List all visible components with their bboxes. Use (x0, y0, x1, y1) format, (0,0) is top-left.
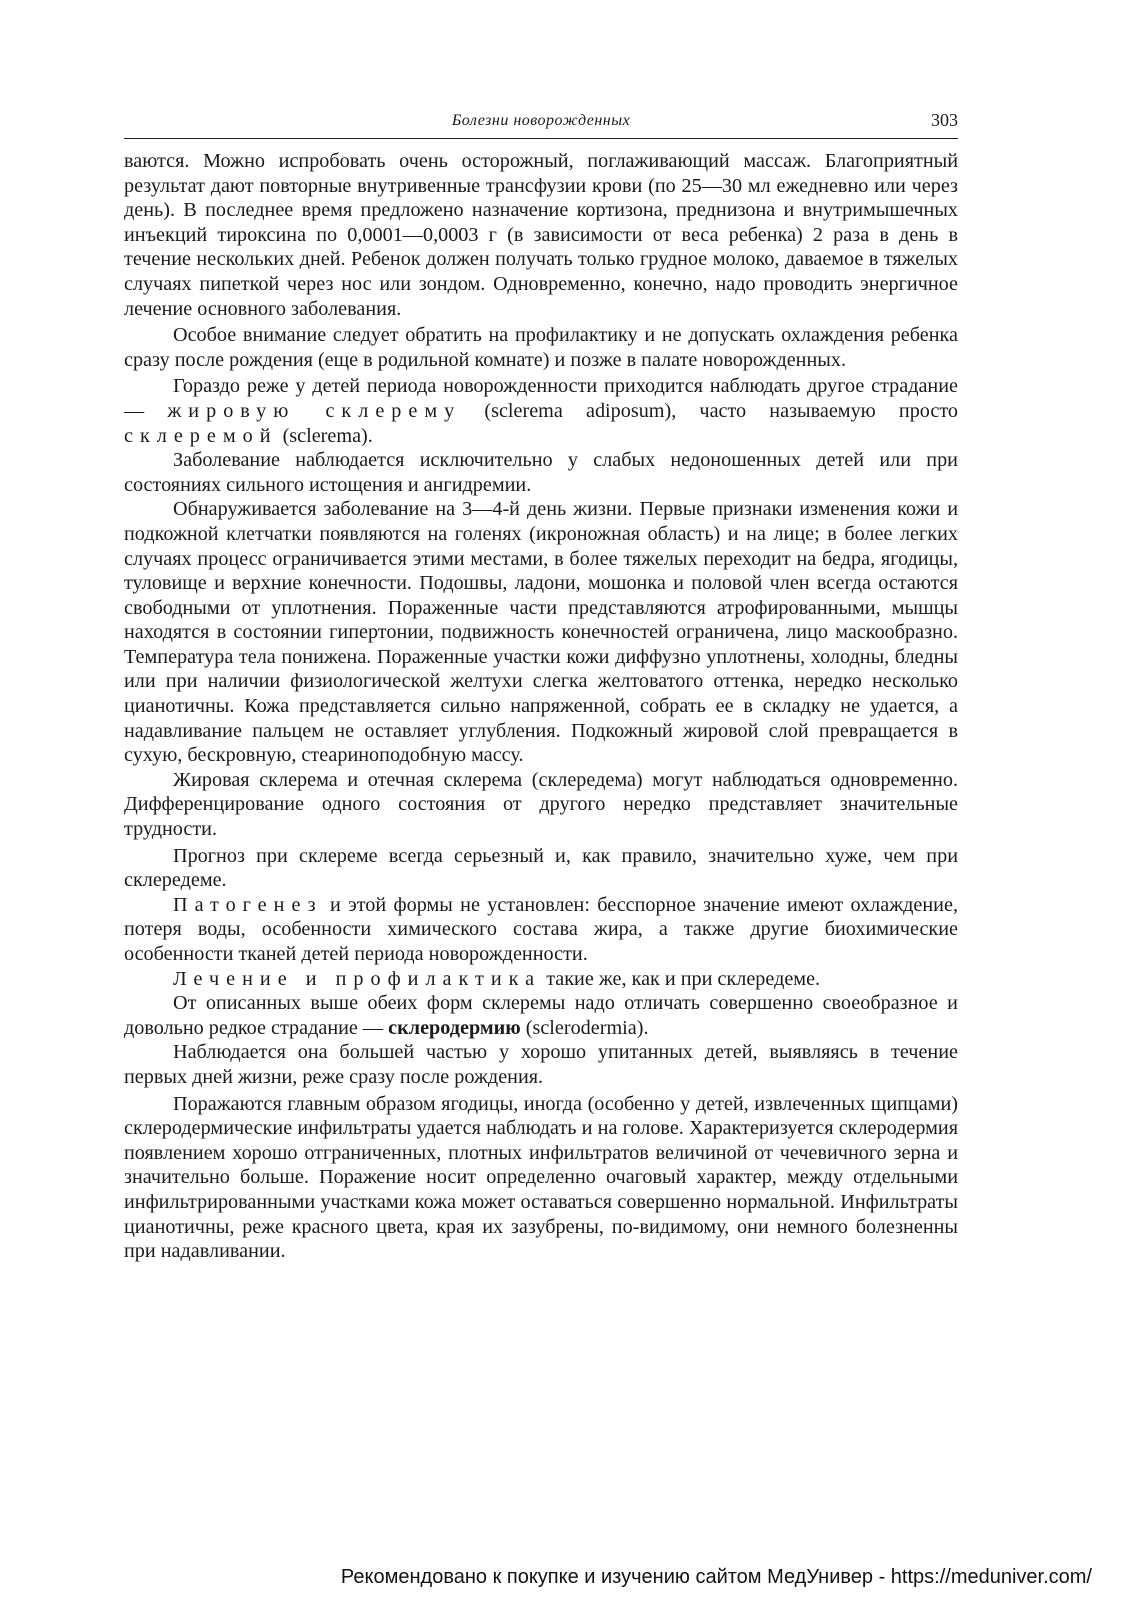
paragraph-prophylaxis: Особое внимание следует обратить на профилактику и не допускать охлаждения ребенка сразу после рождения (еще в родильной комнате) и позже в палате новорожденных. (124, 324, 958, 371)
scleroderma-text-2: (sclerodermia). (525, 1016, 649, 1039)
book-page (124, 108, 958, 1264)
sclerema-text-3: (sclerema). (282, 424, 373, 447)
paragraph-occurrence: Заболевание наблюдается исключительно у слабых недоношенных детей или при состояниях сильного истощения и ангидремии. (124, 449, 958, 496)
paragraph-treatment (124, 967, 958, 992)
pathogenesis-text: и этой формы не установлен: бесспорное значение имеют охлаждение, потеря воды, особенности химического состава жира, а также другие биохимические особенности тканей детей периода новорожденности. (124, 893, 958, 965)
footer-recommendation: Рекомендовано к покупке и изучению сайтом МедУнивер - https://meduniver.com/ (340, 1566, 1092, 1588)
paragraph-scleroderma (124, 991, 958, 1040)
scleroderma-text-1: От описанных выше обеих форм склеремы надо отличать совершенно своеобразное и довольно редкое страдание — (124, 992, 958, 1039)
treatment-text: такие же, как и при склередеме. (546, 967, 821, 990)
paragraph-symptoms: Обнаруживается заболевание на 3—4-й день жизни. Первые признаки изменения кожи и подкожной клетчатки появляются на голенях (икроножная область) и на лице; в более легких случаях процесс ограничивается этими местами, в более тяжелых переходит на бедра, ягодицы, туловище и верхние конечности. Подошвы, ладони, мошонка и половой член всегда остаются свободными от уплотнения. Пораженные части представляются атрофированными, мышцы находятся в состоянии гипертонии, подвижность конечностей ограничена, лицо маскообразно. Температура тела понижена. Пораженные участки кожи диффузно уплотнены, холодны, бледны или при наличии физиологической желтухи слегка желтоватого оттенка, нередко несколько цианотичны. Кожа представляется сильно напряженной, собрать ее в складку не удается, а надавливание пальцем не оставляет углубления. Подкожный жировой слой превращается в сухую, бескровную, стеариноподобную массу. (124, 498, 958, 767)
term-sclerema: склеремой (124, 424, 278, 447)
term-fat-sclerema: жировую склерему (167, 399, 462, 422)
running-head (124, 108, 958, 139)
term-treatment: Лечение и профилактика (173, 967, 542, 990)
term-scleroderma: склеродермию (388, 1016, 521, 1039)
paragraph-sclerema (124, 374, 958, 448)
body-text (124, 149, 958, 1264)
paragraph-pathogenesis (124, 893, 958, 967)
sclerema-text-1: Гораздо реже у детей периода новорожденности приходится наблюдать другое страдание — (124, 375, 958, 422)
paragraph-scleroderma-lesions: Поражаются главным образом ягодицы, иногда (особенно у детей, извлеченных щипцами) склеродермические инфильтраты удается наблюдать и на голове. Характеризуется склеродермия появлением хорошо отграниченных, плотных инфильтратов величиной от чечевичного зерна и значительно больше. Поражение носит определенно очаговый характер, между отдельными инфильтрированными участками кожа может оставаться совершенно нормальной. Инфильтраты цианотичны, реже красного цвета, края их зазубрены, по-видимому, они немного болезненны при надавливании. (124, 1092, 958, 1263)
paragraph-prognosis: Прогноз при склереме всегда серьезный и, как правило, значительно хуже, чем при склередеме. (124, 844, 958, 892)
paragraph-scleroderma-occurrence: Наблюдается она большей частью у хорошо упитанных детей, выявляясь в течение первых дней жизни, реже сразу после рождения. (124, 1041, 958, 1088)
sclerema-text-2: (sclerema adiposum), часто называемую просто (484, 399, 959, 422)
paragraph-differentiation: Жировая склерема и отечная склерема (склередема) могут наблюдаться одновременно. Дифференцирование одного состояния от другого нередко представляет значительные трудности. (124, 768, 958, 841)
paragraph-continued: ваются. Можно испробовать очень осторожный, поглаживающий массаж. Благоприятный результат дают повторные внутривенные трансфузии крови (по 25—30 мл ежедневно или через день). В последнее время предложено назначение кортизона, преднизона и внутримышечных инъекций тироксина по 0,0001—0,0003 г (в зависимости от веса ребенка) 2 раза в день в течение нескольких дней. Ребенок должен получать только грудное молоко, даваемое в тяжелых случаях пипеткой через нос или зондом. Одновременно, конечно, надо проводить энергичное лечение основного заболевания. (124, 150, 958, 320)
running-title: Болезни новорожденных (451, 112, 631, 129)
page-number: 303 (931, 110, 958, 130)
term-pathogenesis: Патогенез (173, 893, 323, 916)
